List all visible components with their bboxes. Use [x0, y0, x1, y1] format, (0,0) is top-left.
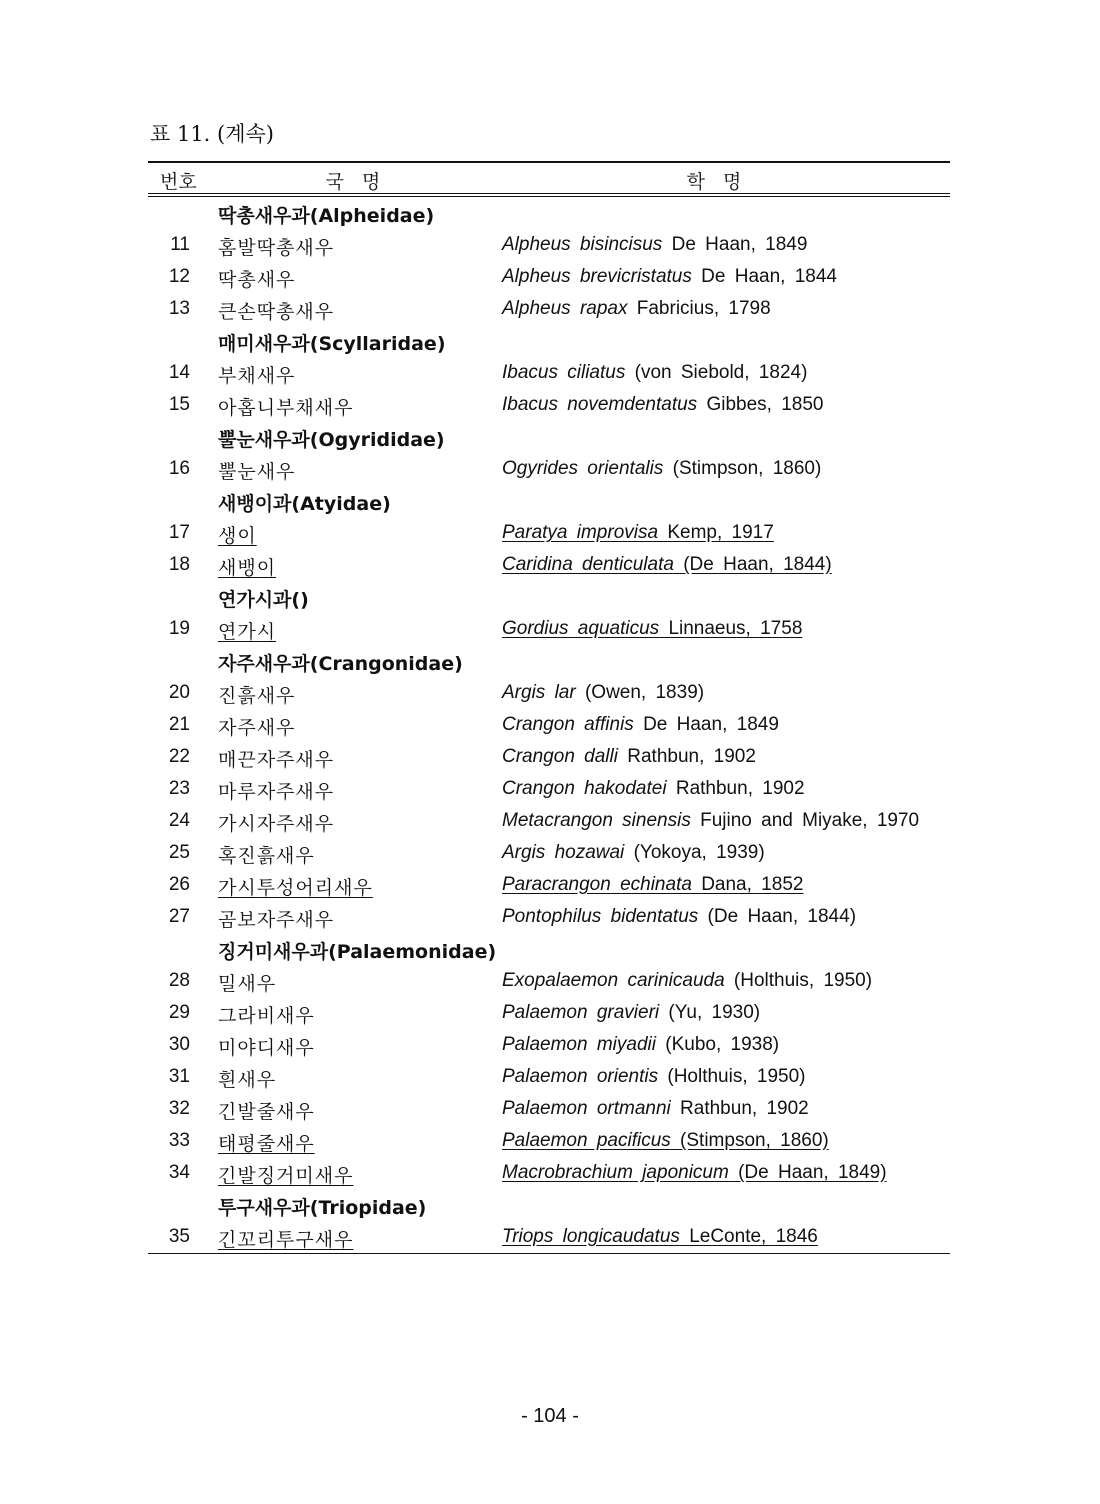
family-name: 매미새우과(Scyllaridae) [218, 333, 446, 355]
korean-name: 진흙새우 [218, 685, 296, 707]
genus-species: Crangon hakodatei [502, 778, 667, 799]
row-number: 31 [168, 1066, 190, 1087]
author-year: Rathbun, 1902 [627, 746, 756, 767]
author-year: De Haan, 1849 [671, 234, 808, 255]
korean-name: 아홉니부채새우 [218, 397, 354, 419]
korean-name: 생이 [218, 525, 257, 547]
table-row [148, 901, 950, 933]
header-number: 번호 [160, 171, 197, 193]
author-year: De Haan, 1849 [643, 714, 779, 735]
scientific-name [502, 1034, 779, 1056]
family-row [148, 933, 950, 965]
family-row [148, 197, 950, 229]
table-row [148, 389, 950, 421]
genus-species: Crangon affinis [502, 714, 634, 735]
author-year: Rathbun, 1902 [675, 778, 805, 799]
author-year: Gibbes, 1850 [706, 394, 824, 415]
scientific-name [502, 298, 771, 320]
row-number: 29 [168, 1002, 190, 1023]
author-year: Kemp, 1917 [667, 522, 774, 543]
row-number: 12 [168, 266, 190, 287]
table-body [148, 197, 950, 1253]
scientific-name [502, 810, 919, 832]
row-number: 14 [168, 362, 190, 383]
row-number: 30 [168, 1034, 190, 1055]
korean-name: 태평줄새우 [218, 1133, 315, 1155]
korean-name: 큰손딱총새우 [218, 301, 335, 323]
table-row [148, 517, 950, 549]
genus-species: Macrobrachium japonicum [502, 1162, 729, 1183]
table-row [148, 741, 950, 773]
table-row [148, 613, 950, 645]
scientific-name [502, 842, 765, 864]
korean-name: 뿔눈새우 [218, 461, 296, 483]
row-number: 21 [168, 714, 190, 735]
row-number: 20 [168, 682, 190, 703]
row-number: 17 [168, 522, 190, 543]
scientific-name [502, 1002, 760, 1024]
row-number: 28 [168, 970, 190, 991]
author-year: (Holthuis, 1950) [733, 970, 873, 991]
genus-species: Alpheus bisincisus [502, 234, 663, 255]
scientific-name [502, 458, 821, 480]
family-name: 딱총새우과(Alpheidae) [218, 205, 435, 227]
korean-name: 미야디새우 [218, 1037, 315, 1059]
korean-name: 자주새우 [218, 717, 296, 739]
scientific-name [502, 746, 756, 768]
table-row [148, 357, 950, 389]
genus-species: Metacrangon sinensis [502, 810, 691, 831]
row-number: 11 [170, 234, 190, 255]
family-name: 연가시과() [218, 589, 309, 611]
scientific-name [502, 970, 872, 992]
table-row [148, 293, 950, 325]
genus-species: Palaemon miyadii [502, 1034, 656, 1055]
author-year: (De Haan, 1844) [707, 906, 857, 927]
genus-species: Triops longicaudatus [502, 1226, 680, 1247]
author-year: Fujino and Miyake, 1970 [700, 810, 920, 831]
row-number: 34 [168, 1162, 190, 1183]
table-caption: 표 11. (계속) [150, 122, 274, 146]
family-row [148, 1189, 950, 1221]
row-number: 18 [168, 554, 190, 575]
scientific-name [502, 554, 832, 576]
korean-name: 연가시 [218, 621, 277, 643]
korean-name: 매끈자주새우 [218, 749, 335, 771]
row-number: 32 [168, 1098, 190, 1119]
table-row [148, 453, 950, 485]
author-year: (De Haan, 1849) [738, 1162, 887, 1183]
table-row [148, 965, 950, 997]
genus-species: Alpheus brevicristatus [502, 266, 692, 287]
row-number: 25 [168, 842, 190, 863]
author-year: (Stimpson, 1860) [680, 1130, 829, 1151]
author-year: (Yu, 1930) [668, 1002, 761, 1023]
family-row [148, 581, 950, 613]
scientific-name [502, 874, 803, 896]
scientific-name [502, 714, 779, 736]
scientific-name [502, 394, 824, 416]
page-number: - 104 - [521, 1405, 579, 1427]
scientific-name [502, 234, 807, 256]
author-year: De Haan, 1844 [701, 266, 837, 287]
author-year: (Kubo, 1938) [665, 1034, 780, 1055]
row-number: 27 [168, 906, 190, 927]
row-number: 13 [168, 298, 190, 319]
scientific-name [502, 906, 856, 928]
author-year: (von Siebold, 1824) [634, 362, 808, 383]
family-name: 투구새우과(Triopidae) [218, 1197, 427, 1219]
table-row [148, 229, 950, 261]
korean-name: 밀새우 [218, 973, 277, 995]
korean-name: 긴발줄새우 [218, 1101, 315, 1123]
table-row [148, 709, 950, 741]
scientific-name [502, 266, 837, 288]
row-number: 24 [168, 810, 190, 831]
scientific-name [502, 1098, 809, 1120]
row-number: 35 [168, 1226, 190, 1247]
author-year: Linnaeus, 1758 [668, 618, 803, 639]
family-row [148, 645, 950, 677]
scientific-name [502, 1066, 806, 1088]
family-name: 징거미새우과(Palaemonidae) [218, 941, 497, 963]
row-number: 22 [168, 746, 190, 767]
table-row [148, 1157, 950, 1189]
genus-species: Ibacus ciliatus [502, 362, 626, 383]
row-number: 19 [168, 618, 190, 639]
scientific-name [502, 522, 774, 544]
table-row [148, 1029, 950, 1061]
korean-name: 흰새우 [218, 1069, 277, 1091]
korean-name: 새뱅이 [218, 557, 277, 579]
korean-name: 곰보자주새우 [218, 909, 335, 931]
family-name: 자주새우과(Crangonidae) [218, 653, 463, 675]
header-korean-name: 국 명 [325, 171, 381, 193]
genus-species: Palaemon gravieri [502, 1002, 660, 1023]
scientific-name [502, 362, 807, 384]
genus-species: Argis hozawai [502, 842, 625, 863]
author-year: LeConte, 1846 [689, 1226, 818, 1247]
family-row [148, 421, 950, 453]
genus-species: Argis lar [502, 682, 576, 703]
family-row [148, 325, 950, 357]
korean-name: 가시투성어리새우 [218, 877, 373, 899]
author-year: (Holthuis, 1950) [667, 1066, 806, 1087]
species-table [148, 161, 950, 1254]
family-row [148, 485, 950, 517]
scientific-name [502, 1226, 818, 1248]
genus-species: Ibacus novemdentatus [502, 394, 698, 415]
table-row [148, 1093, 950, 1125]
author-year: Dana, 1852 [701, 874, 804, 895]
genus-species: Caridina denticulata [502, 554, 674, 575]
genus-species: Exopalaemon carinicauda [502, 970, 725, 991]
row-number: 26 [168, 874, 190, 895]
table-row [148, 773, 950, 805]
genus-species: Alpheus rapax [502, 298, 628, 319]
genus-species: Crangon dalli [502, 746, 618, 767]
scientific-name [502, 1162, 887, 1184]
table-row [148, 1125, 950, 1157]
genus-species: Paracrangon echinata [502, 874, 692, 895]
table-row [148, 837, 950, 869]
genus-species: Pontophilus bidentatus [502, 906, 699, 927]
korean-name: 긴발징거미새우 [218, 1165, 354, 1187]
genus-species: Gordius aquaticus [502, 618, 660, 639]
korean-name: 그라비새우 [218, 1005, 315, 1027]
korean-name: 마루자주새우 [218, 781, 335, 803]
table-header [148, 163, 950, 193]
korean-name: 홈발딱총새우 [218, 237, 335, 259]
family-name: 새뱅이과(Atyidae) [218, 493, 391, 515]
genus-species: Palaemon pacificus [502, 1130, 671, 1151]
scientific-name [502, 778, 805, 800]
table-row [148, 549, 950, 581]
table-row [148, 997, 950, 1029]
korean-name: 가시자주새우 [218, 813, 335, 835]
row-number: 23 [168, 778, 190, 799]
scientific-name [502, 1130, 829, 1152]
author-year: Rathbun, 1902 [680, 1098, 809, 1119]
author-year: Fabricius, 1798 [636, 298, 771, 319]
genus-species: Palaemon orientis [502, 1066, 659, 1087]
table-row [148, 869, 950, 901]
row-number: 16 [168, 458, 190, 479]
author-year: (Owen, 1839) [584, 682, 705, 703]
table-row [148, 1061, 950, 1093]
row-number: 15 [168, 394, 190, 415]
scientific-name [502, 618, 802, 640]
table-row [148, 1221, 950, 1253]
scientific-name [502, 682, 704, 704]
korean-name: 혹진흙새우 [218, 845, 315, 867]
korean-name: 딱총새우 [218, 269, 296, 291]
row-number: 33 [168, 1130, 190, 1151]
family-name: 뿔눈새우과(Ogyrididae) [218, 429, 445, 451]
bottom-rule [148, 1253, 950, 1254]
table-row [148, 677, 950, 709]
header-scientific-name: 학 명 [686, 171, 742, 193]
author-year: (De Haan, 1844) [683, 554, 832, 575]
genus-species: Ogyrides orientalis [502, 458, 664, 479]
author-year: (Yokoya, 1939) [633, 842, 765, 863]
table-row [148, 261, 950, 293]
genus-species: Palaemon ortmanni [502, 1098, 671, 1119]
author-year: (Stimpson, 1860) [672, 458, 822, 479]
table-row [148, 805, 950, 837]
korean-name: 긴꼬리투구새우 [218, 1229, 354, 1251]
korean-name: 부채새우 [218, 365, 296, 387]
genus-species: Paratya improvisa [502, 522, 659, 543]
